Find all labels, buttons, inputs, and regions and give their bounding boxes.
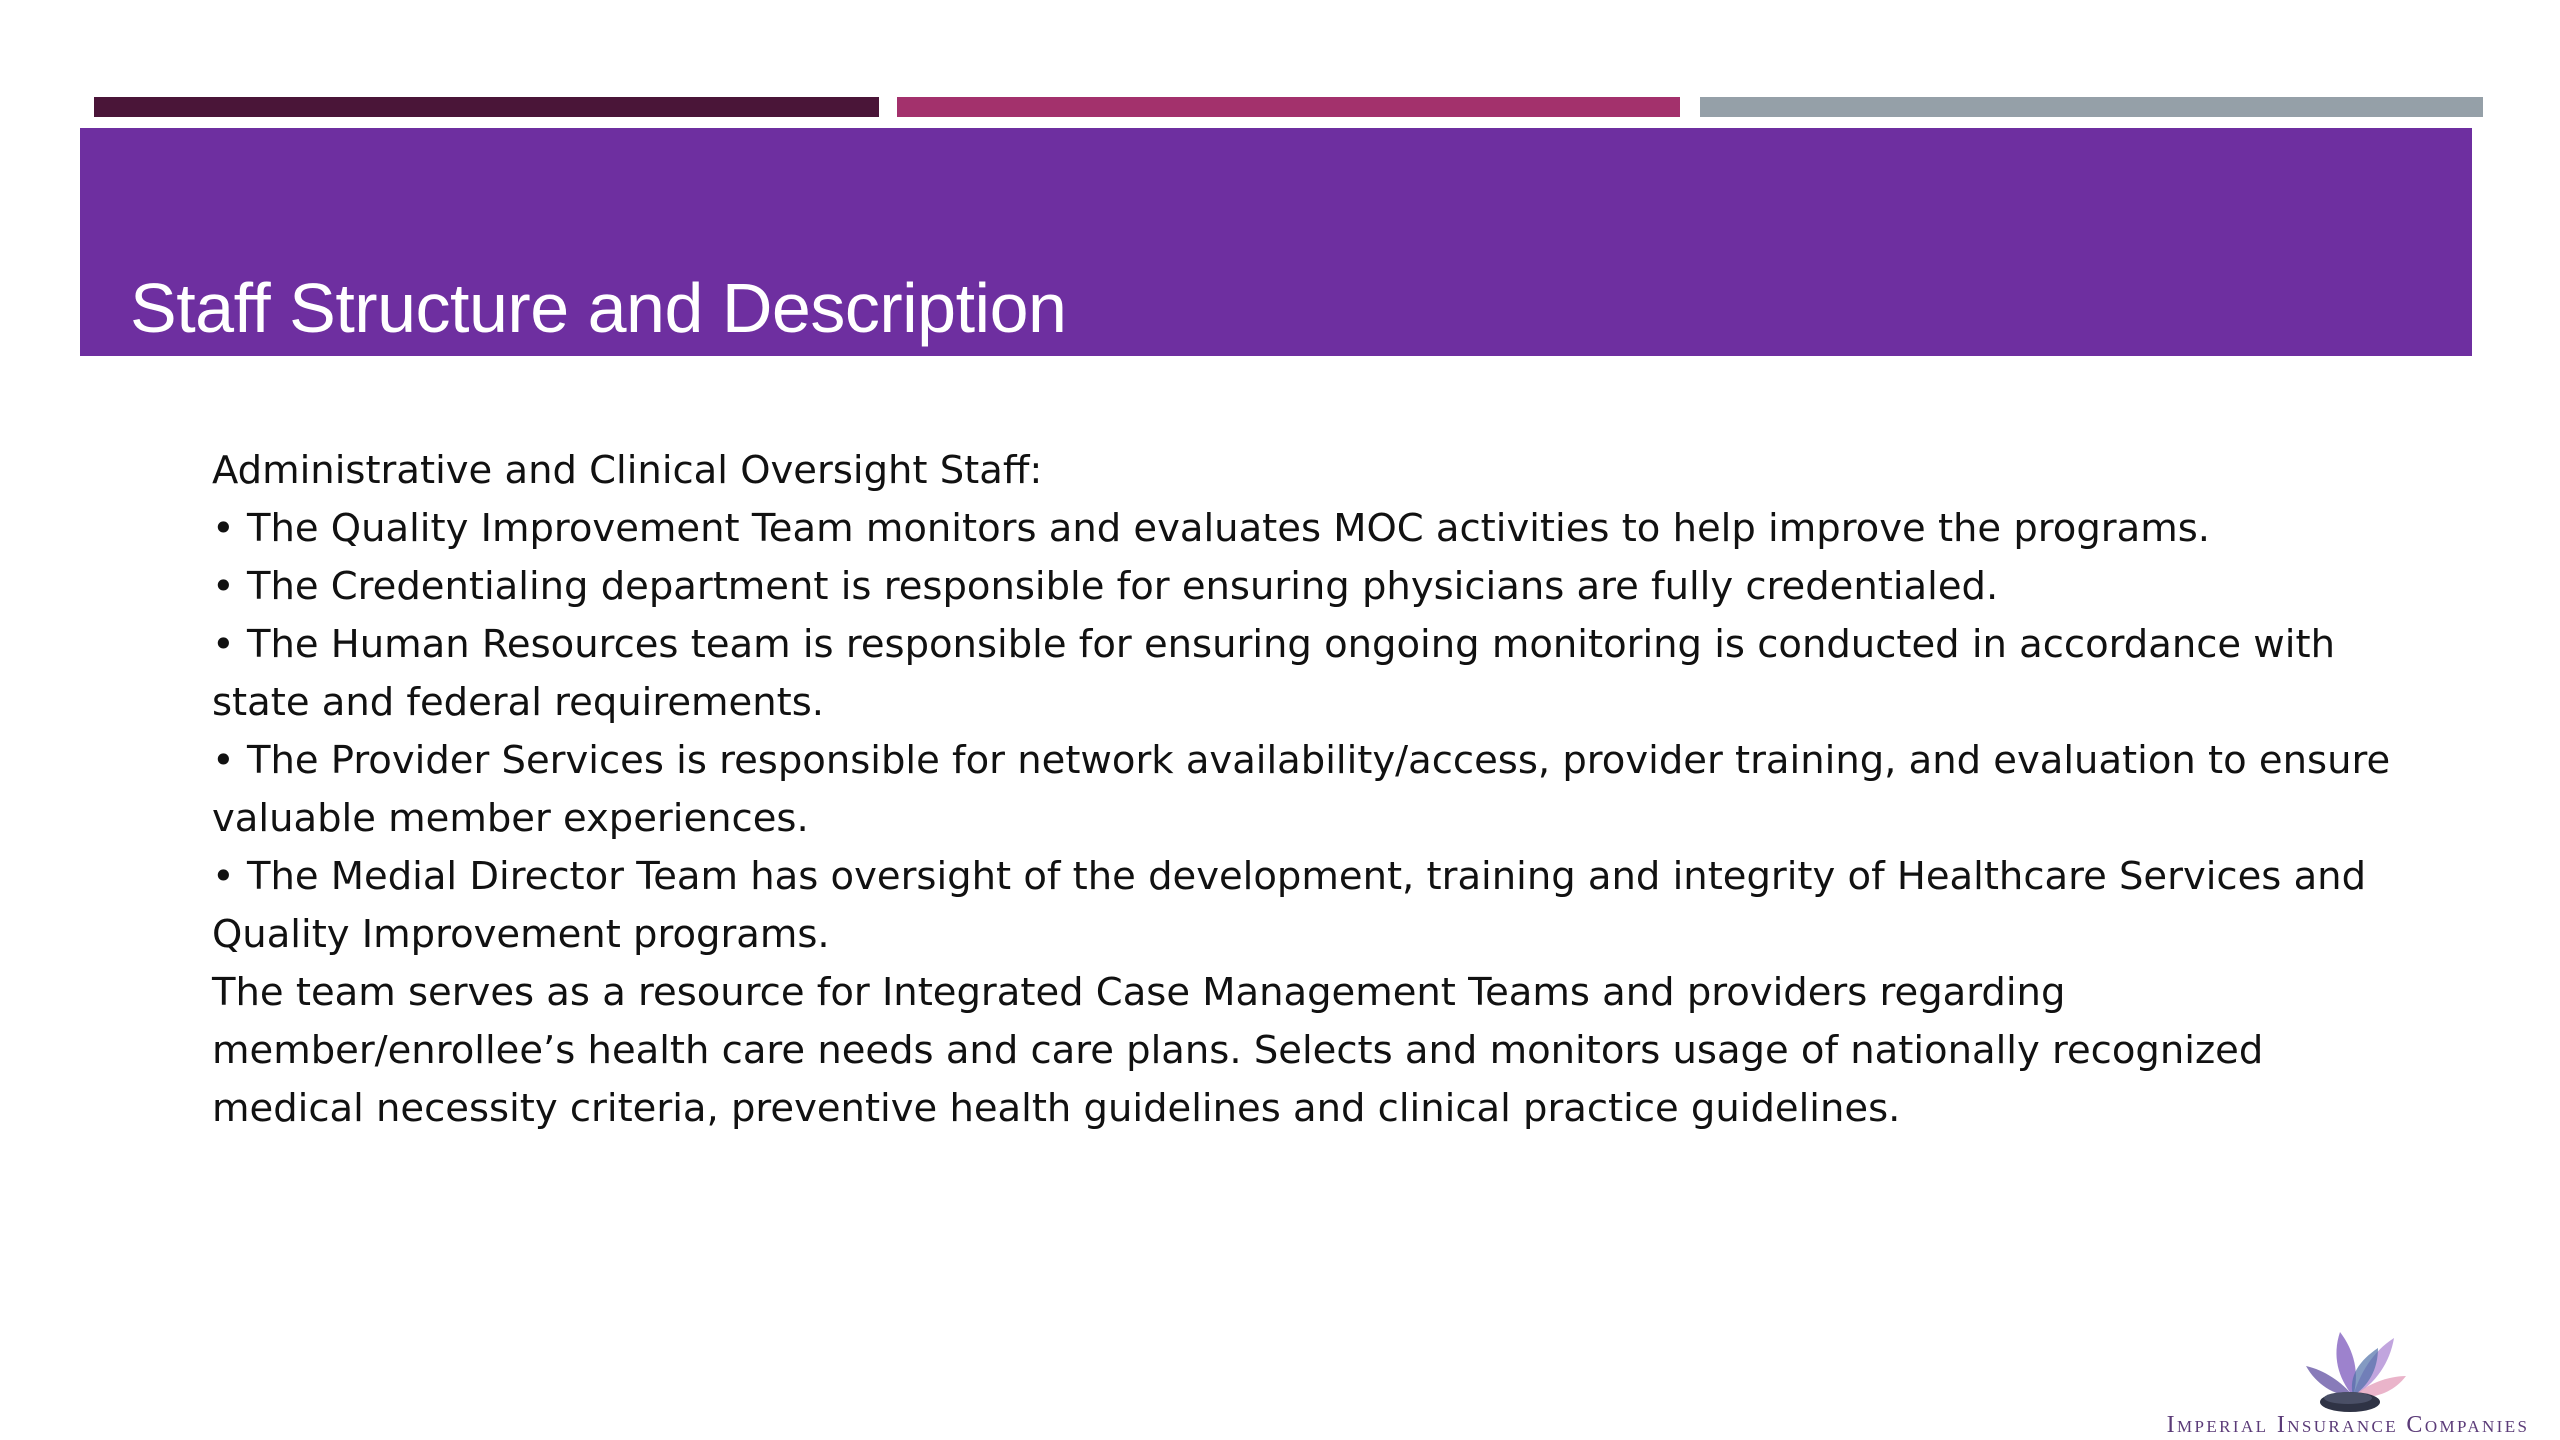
bullet-provider-services: • The Provider Services is responsible for network availability/access, provider training, and evaluation to ensure valuable member experiences. <box>212 738 2391 841</box>
logo-wordmark: Imperial Insurance Companies <box>2166 1412 2530 1438</box>
slide-body <box>212 442 2392 1138</box>
bullet-human-resources: • The Human Resources team is responsible for ensuring ongoing monitoring is conducted in accordance with state and federal requirements. <box>212 622 2335 725</box>
bullet-medical-director: • The Medial Director Team has oversight of the development, training and integrity of Healthcare Services and Quality Improvement programs. <box>212 854 2367 957</box>
slide-title: Staff Structure and Description <box>130 269 1067 347</box>
accent-bar-magenta <box>897 97 1680 117</box>
company-logo <box>2148 1322 2548 1440</box>
body-heading: Administrative and Clinical Oversight Staff: <box>212 448 1043 493</box>
closing-paragraph: The team serves as a resource for Integrated Case Management Teams and providers regarding member/enrollee’s health care needs and care plans. Selects and monitors usage of nationally recognized medical necessity criteria, preventive health guidelines and clinical practice guidelines. <box>212 970 2264 1131</box>
title-band <box>80 128 2472 356</box>
accent-bar-dark <box>94 97 879 117</box>
bullet-quality-improvement: • The Quality Improvement Team monitors and evaluates MOC activities to help improve the programs. <box>212 506 2210 551</box>
lotus-petals-icon <box>2298 1326 2408 1418</box>
bullet-credentialing: • The Credentialing department is responsible for ensuring physicians are fully credentialed. <box>212 564 1999 609</box>
accent-bar-gray <box>1700 97 2483 117</box>
